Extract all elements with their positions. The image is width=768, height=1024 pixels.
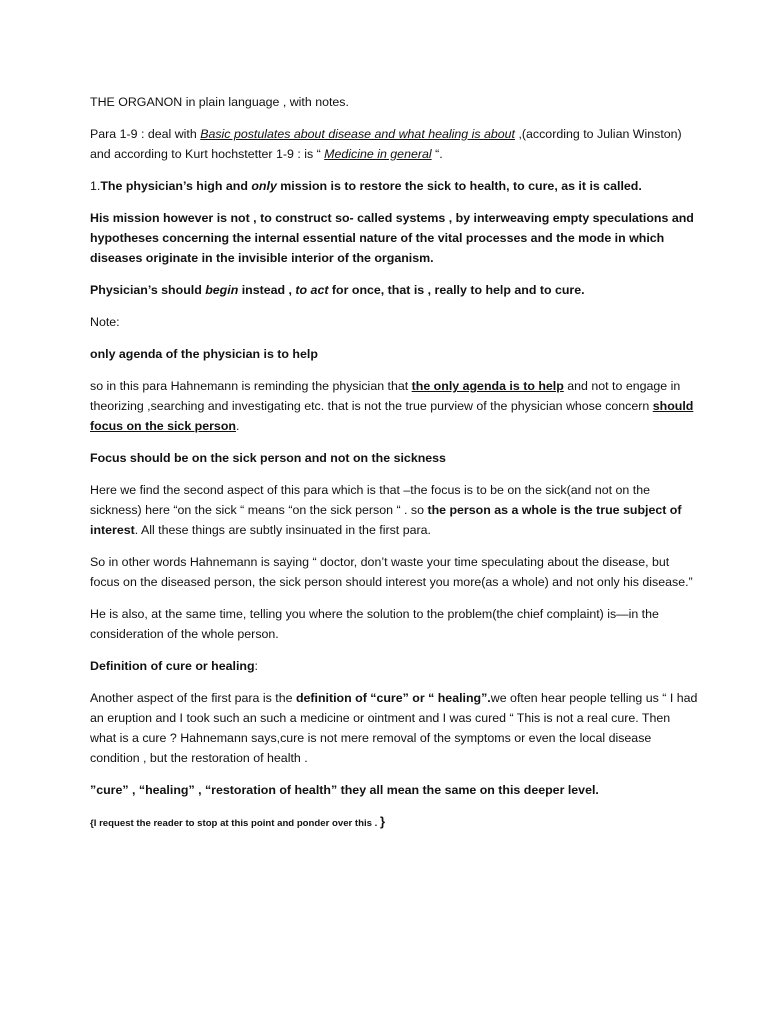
request-open-brace: { xyxy=(90,818,94,829)
request-text: I request the reader to stop at this point and ponder over this . xyxy=(93,818,380,829)
paragraph-agenda-text-3: . xyxy=(235,419,240,433)
paragraph-begin xyxy=(90,280,698,300)
paragraph-definition xyxy=(90,688,698,768)
paragraph-begin-text-2: instead , xyxy=(238,283,296,297)
note-label: Note: xyxy=(90,315,120,329)
paragraph-definition-text-2: we often hear people telling us “ I had an eruption and I took such an such a medicine or ointment and I was cured “ This is not a real cure. Then what is a cure ? Hahnemann says,cure is not mere removal of the symptoms or even the local disease condition , but the restoration of health . xyxy=(90,691,698,765)
only-agenda-phrase: the only agenda is to help xyxy=(411,379,564,393)
paragraph-agenda-text-2: and not to engage in theorizing ,searching and investigating etc. that is not the true purview of the physician whose concern xyxy=(90,379,681,413)
heading-focus: Focus should be on the sick person and not on the sickness xyxy=(90,451,446,465)
paragraph-focus xyxy=(90,480,698,540)
reader-request xyxy=(90,812,698,834)
paragraph-begin-text-1: Physician’s should xyxy=(90,283,206,297)
paragraph-number: 1. xyxy=(90,179,101,193)
paragraph-1-text-1: The physician’s high and xyxy=(100,179,252,193)
heading-definition-colon: : xyxy=(254,659,258,673)
paragraph-1 xyxy=(90,176,698,196)
definition-cure-phrase: definition of “cure” or “ healing”. xyxy=(295,691,491,705)
begin-emphasis: begin xyxy=(205,283,239,297)
basic-postulates-phrase: Basic postulates about disease and what healing is about xyxy=(200,127,516,141)
request-close-brace: } xyxy=(379,814,386,829)
paragraph-agenda-text-1: so in this para Hahnemann is reminding the physician that xyxy=(90,379,412,393)
focus-sick-person-phrase: should focus on the sick person xyxy=(90,399,694,433)
title-text: THE ORGANON in plain language , with notes. xyxy=(90,95,349,109)
medicine-in-general-phrase: Medicine in general xyxy=(324,147,432,161)
paragraph-solution: He is also, at the same time, telling you where the solution to the problem(the chief complaint) is—in the consideration of the whole person. xyxy=(90,607,659,641)
heading-definition xyxy=(90,656,698,676)
paragraph-mission: His mission however is not , to construct so- called systems , by interweaving empty speculations and hypotheses concerning the internal essential nature of the vital processes and the mode in which diseases originate in the invisible interior of the organism. xyxy=(90,211,694,265)
heading-agenda: only agenda of the physician is to help xyxy=(90,347,318,361)
paragraph-focus-text-1: Here we find the second aspect of this para which is that –the focus is to be on the sick(and not on the sickness) here “on the sick “ means “on the sick person “ . so xyxy=(90,483,650,517)
paragraph-begin-text-3: for once, that is , really to help and to cure. xyxy=(328,283,585,297)
para-intro-text-2: ,(according to Julian Winston) and according to Kurt hochstetter 1-9 : is “ xyxy=(90,127,682,161)
heading-definition-text: Definition of cure or healing xyxy=(90,659,255,673)
paragraph-definition-text-1: Another aspect of the first para is the xyxy=(90,691,296,705)
paragraph-focus-text-2: . All these things are subtly insinuated in the first para. xyxy=(134,523,431,537)
document-title xyxy=(90,92,698,112)
paragraph-other-words: So in other words Hahnemann is saying “ doctor, don’t waste your time speculating about the disease, but focus on the diseased person, the sick person should interest you more(as a whole) and not only his disease.” xyxy=(90,555,693,589)
to-act-emphasis: to act xyxy=(295,283,329,297)
para-intro-text-3: “. xyxy=(431,147,443,161)
true-subject-phrase: the person as a whole is the true subject of interest xyxy=(90,503,682,537)
paragraph-same-meaning: ”cure” , “healing” , “restoration of health” they all mean the same on this deeper level. xyxy=(90,783,599,797)
paragraph-1-text-2: mission is to restore the sick to health, to cure, as it is called. xyxy=(276,179,642,193)
paragraph-agenda xyxy=(90,376,698,436)
para-intro xyxy=(90,124,698,164)
only-emphasis: only xyxy=(251,179,277,193)
para-intro-text-1: Para 1-9 : deal with xyxy=(90,127,201,141)
